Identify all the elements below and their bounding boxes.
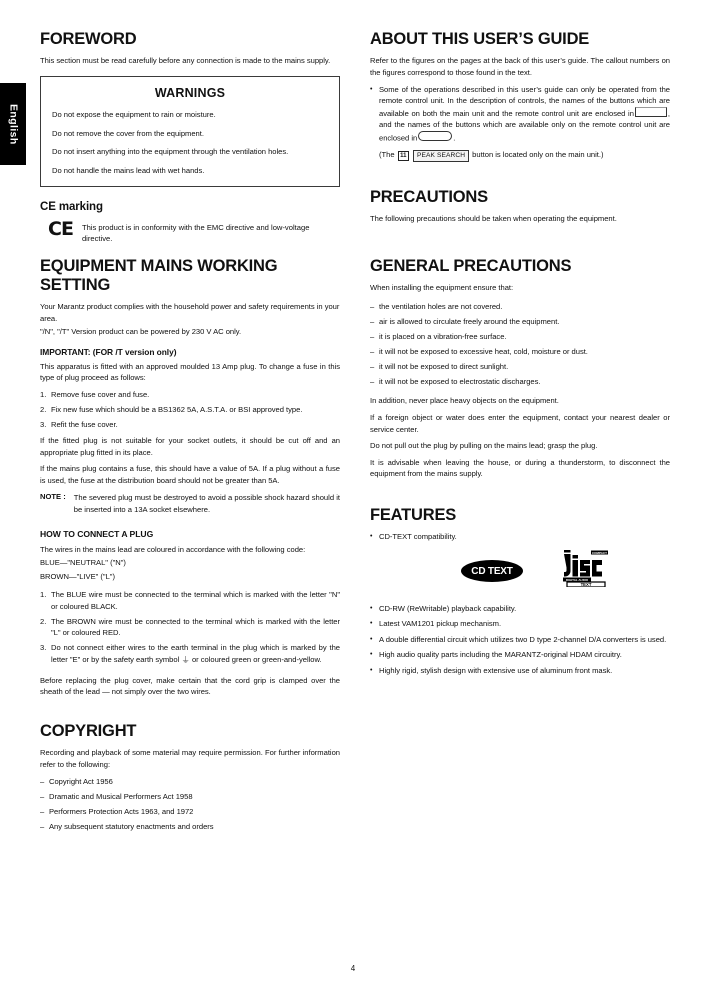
list-marker: • xyxy=(370,635,373,643)
section-features xyxy=(370,506,670,677)
list-marker: • xyxy=(370,651,373,659)
section-foreword xyxy=(40,30,340,187)
paren-close-text: button is located only on the main unit.) xyxy=(472,149,604,159)
about-bullet-part-c: . xyxy=(453,133,456,143)
list-item xyxy=(370,618,670,630)
mains-after-1: If the fitted plug is not suitable for your socket outlets, it should be cut off and an appropriate plug fitted in its place. xyxy=(40,436,340,457)
section-mains-setting xyxy=(40,257,340,515)
language-tab-label: English xyxy=(7,103,20,145)
cd-text-logo-icon xyxy=(461,560,523,582)
important-heading: IMPORTANT: (FOR /T version only) xyxy=(40,346,177,357)
list-text: Copyright Act 1956 xyxy=(49,777,113,787)
main-unit-key-rect-icon xyxy=(635,107,667,117)
features-first-list xyxy=(370,531,670,543)
general-after-3: Do not pull out the plug by pulling on the mains lead; grasp the plug. xyxy=(370,441,598,451)
important-intro: This apparatus is fitted with an approved moulded 13 Amp plug. To change a fuse in this type of plug proceed as follows: xyxy=(40,361,340,383)
ce-heading: CE marking xyxy=(40,201,103,214)
list-text: Dramatic and Musical Performers Act 1958 xyxy=(49,792,193,802)
list-text: A double differential circuit which utilizes two D type 2-channel D/A converters is used. xyxy=(379,634,667,644)
list-text: the ventilation holes are not covered. xyxy=(379,301,503,311)
list-text: The BROWN wire must be connected to the terminal which is marked with the letter "L" or coloured RED. xyxy=(51,616,340,638)
page-number: 4 xyxy=(350,964,356,973)
plug-closing: Before replacing the plug cover, make certain that the cord grip is clamped over the sheath of the lead — not simply over the two wires. xyxy=(40,675,340,697)
list-item xyxy=(40,806,340,818)
features-heading: FEATURES xyxy=(370,505,457,524)
list-marker: 1. xyxy=(40,590,47,600)
section-copyright xyxy=(40,722,340,833)
list-marker: – xyxy=(40,822,45,832)
list-marker: • xyxy=(370,620,373,628)
peak-search-button-glyph: PEAK SEARCH xyxy=(413,150,469,162)
general-heading: GENERAL PRECAUTIONS xyxy=(370,256,572,275)
paren-open-text: (The xyxy=(379,149,395,159)
section-precautions xyxy=(370,188,670,225)
list-marker: 1. xyxy=(40,389,47,399)
logo-digital-audio-label: DIGITAL AUDIO xyxy=(565,577,589,582)
about-bullet-part-a: Some of the operations described in this user’s guide can only be operated from the remote control unit. In the description of controls, the names of the buttons which are available on both the main unit and the remote control unit are enclosed in xyxy=(379,84,670,118)
list-item xyxy=(370,331,670,343)
plug-heading: HOW TO CONNECT A PLUG xyxy=(40,528,154,539)
general-intro: When installing the equipment ensure that: xyxy=(370,283,514,293)
list-marker: – xyxy=(370,301,375,311)
list-text: it will not be exposed to direct sunlight. xyxy=(379,361,509,371)
logo-row xyxy=(370,550,670,592)
logo-text-label: TEXT xyxy=(580,582,592,588)
section-connect-plug xyxy=(40,529,340,698)
plug-code-blue: BLUE—"NEUTRAL" ("N") xyxy=(40,558,126,568)
plug-code-brown: BROWN—"LIVE" ("L") xyxy=(40,571,115,581)
list-marker: 3. xyxy=(40,419,47,429)
callout-number-badge: 11 xyxy=(398,151,409,161)
section-about-guide xyxy=(370,30,670,162)
warning-item: Do not insert anything into the equipment through the ventilation holes. xyxy=(52,147,289,157)
plug-steps-list xyxy=(40,589,340,668)
plug-step3-part-b: or coloured green or green-and-yellow. xyxy=(191,654,322,664)
list-text: The BLUE wire must be connected to the terminal which is marked with the letter "N" or coloured BLACK. xyxy=(51,590,340,611)
language-tab-english xyxy=(0,83,26,165)
logo-compact-label: COMPACT xyxy=(592,550,607,555)
list-text: Remove fuse cover and fuse. xyxy=(51,389,150,399)
compact-disc-digital-audio-text-logo-icon xyxy=(563,550,609,592)
section-ce-marking xyxy=(40,201,340,244)
list-marker: – xyxy=(40,792,45,802)
list-marker: – xyxy=(370,331,375,341)
list-item xyxy=(370,603,670,615)
list-text: it will not be exposed to electrostatic discharges. xyxy=(379,376,541,386)
list-item xyxy=(370,84,670,144)
note-text: The severed plug must be destroyed to avoid a possible shock hazard should it be inserted into a 13A socket elsewhere. xyxy=(73,493,340,514)
list-marker: – xyxy=(40,777,45,787)
list-item xyxy=(40,821,340,833)
general-after-4: It is advisable when leaving the house, or during a thunderstorm, to disconnect the equipment from the mains supply. xyxy=(370,457,670,479)
list-item xyxy=(40,642,340,667)
list-item xyxy=(40,389,340,401)
list-marker: • xyxy=(370,666,373,674)
list-item xyxy=(370,346,670,358)
list-item xyxy=(40,419,340,431)
remote-key-pill-icon xyxy=(418,131,452,142)
foreword-heading: FOREWORD xyxy=(40,30,137,48)
list-marker: – xyxy=(370,361,375,371)
list-item xyxy=(370,376,670,388)
warnings-title: WARNINGS xyxy=(154,86,226,100)
foreword-intro: This section must be read carefully before any connection is made to the mains supply. xyxy=(40,56,331,66)
list-item xyxy=(370,531,670,543)
mains-para-2: "/N", "/T" Version product can be powered by 230 V AC only. xyxy=(40,327,242,337)
about-intro: Refer to the figures on the pages at the back of this user’s guide. The callout numbers on the figures correspond to those found in the text. xyxy=(370,56,670,77)
cd-text-logo-label: CD TEXT xyxy=(471,565,513,577)
list-marker: – xyxy=(40,807,45,817)
about-heading: ABOUT THIS USER’S GUIDE xyxy=(370,30,590,48)
list-marker: – xyxy=(370,376,375,386)
list-item xyxy=(40,616,340,639)
copyright-list xyxy=(40,776,340,833)
list-text: Latest VAM1201 pickup mechanism. xyxy=(379,619,502,629)
list-text: Performers Protection Acts 1963, and 1972 xyxy=(49,807,194,817)
about-bullet-part-b: , and the names of the buttons which are available only on the remote control unit are enclosed in xyxy=(379,108,670,143)
mains-heading: EQUIPMENT MAINS WORKING SETTING xyxy=(40,257,278,294)
warnings-box xyxy=(40,76,340,187)
ce-row xyxy=(48,218,340,244)
list-marker: – xyxy=(370,316,375,326)
list-marker: – xyxy=(370,346,375,356)
general-after-2: If a foreign object or water does enter the equipment, contact your nearest dealer or service center. xyxy=(370,413,670,434)
about-peak-search-note xyxy=(379,149,670,162)
list-text xyxy=(51,642,340,667)
list-text: it will not be exposed to excessive heat, cold, moisture or dust. xyxy=(379,346,588,356)
fuse-steps-list xyxy=(40,389,340,431)
features-list xyxy=(370,603,670,676)
mains-after-2: If the mains plug contains a fuse, this should have a value of 5A. If a plug without a fuse is used, the fuse at the distribution board should not be greater than 5A. xyxy=(40,464,340,485)
copyright-intro: Recording and playback of some material may require permission. For further information refer to the following: xyxy=(40,748,340,769)
plug-intro: The wires in the mains lead are coloured in accordance with the following code: xyxy=(40,544,306,554)
list-item xyxy=(370,316,670,328)
list-item xyxy=(370,634,670,646)
note-label: NOTE : xyxy=(40,492,66,502)
list-text: Any subsequent statutory enactments and orders xyxy=(49,822,214,832)
list-text: High audio quality parts including the MARANTZ-original HDAM circuitry. xyxy=(379,650,622,660)
list-item xyxy=(40,589,340,612)
list-item xyxy=(40,776,340,788)
right-column xyxy=(370,30,670,689)
section-general-precautions xyxy=(370,257,670,480)
general-conditions-list xyxy=(370,301,670,388)
list-text: Refit the fuse cover. xyxy=(51,419,118,429)
list-marker: 2. xyxy=(40,616,47,626)
list-marker: • xyxy=(370,85,373,93)
plug-step3-part-a: Do not connect either wires to the earth terminal in the plug which is marked by the letter "E" or by the safety earth symbol xyxy=(51,643,340,664)
list-text: it is placed on a vibration-free surface. xyxy=(379,331,507,341)
list-item xyxy=(370,361,670,373)
list-text xyxy=(379,84,670,144)
list-item xyxy=(370,649,670,661)
about-bullet-list xyxy=(370,84,670,144)
warning-item: Do not handle the mains lead with wet hands. xyxy=(52,165,205,175)
list-item xyxy=(370,301,670,313)
mains-para-1: Your Marantz product complies with the household power and safety requirements in your area. xyxy=(40,302,340,323)
list-item xyxy=(40,404,340,416)
precautions-text: The following precautions should be taken when operating the equipment. xyxy=(370,214,617,224)
earth-ground-icon: ⏚ xyxy=(181,655,190,666)
list-text: CD-RW (ReWritable) playback capability. xyxy=(379,604,517,614)
list-marker: 3. xyxy=(40,643,47,653)
copyright-heading: COPYRIGHT xyxy=(40,721,137,740)
general-after-1: In addition, never place heavy objects on the equipment. xyxy=(370,396,559,406)
list-text: Highly rigid, stylish design with extensive use of aluminum front mask. xyxy=(379,665,613,675)
list-item xyxy=(40,791,340,803)
list-marker: 2. xyxy=(40,404,47,414)
list-text: CD-TEXT compatibility. xyxy=(379,532,457,542)
list-text: air is allowed to circulate freely around the equipment. xyxy=(379,316,560,326)
ce-logo-icon: CE xyxy=(48,218,73,241)
warning-item: Do not expose the equipment to rain or moisture. xyxy=(52,110,216,119)
list-item xyxy=(370,665,670,677)
warning-item: Do not remove the cover from the equipment. xyxy=(52,128,204,138)
list-text: Fix new fuse which should be a BS1362 5A, A.S.T.A. or BSI approved type. xyxy=(51,404,303,414)
left-column xyxy=(40,30,340,846)
note-block xyxy=(40,492,340,515)
precautions-heading: PRECAUTIONS xyxy=(370,187,488,206)
ce-text: This product is in conformity with the EMC directive and low-voltage directive. xyxy=(81,223,310,244)
list-marker: • xyxy=(370,605,373,613)
list-marker: • xyxy=(370,533,373,541)
